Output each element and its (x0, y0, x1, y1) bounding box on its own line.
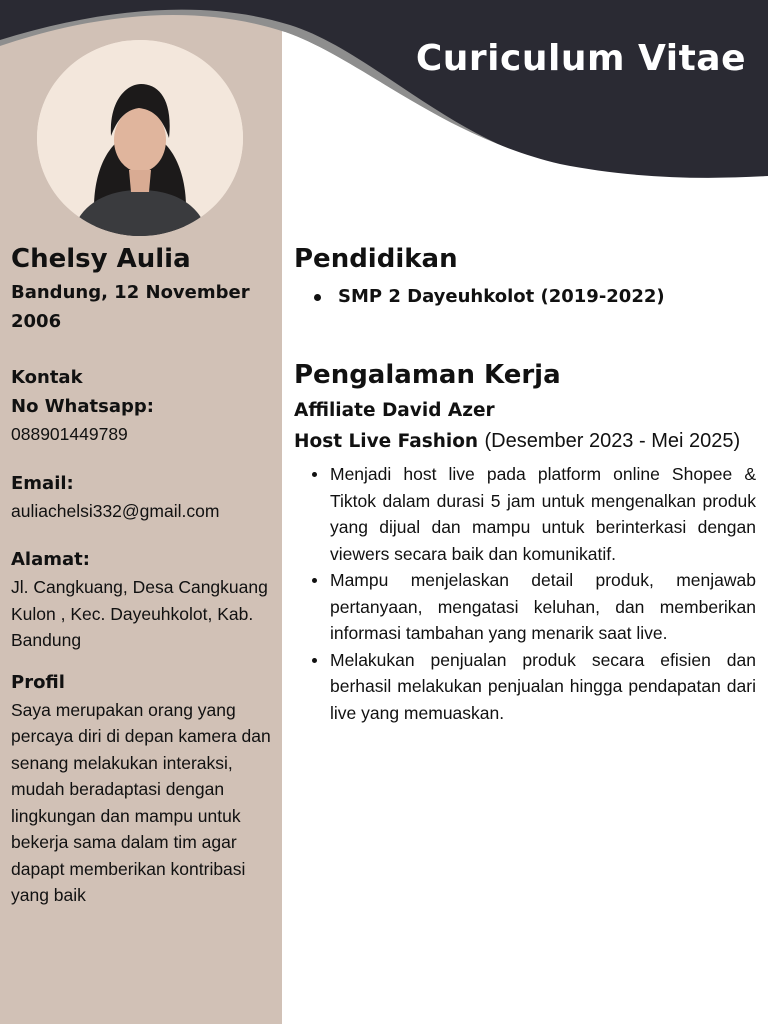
sidebar-content (11, 244, 275, 909)
whatsapp-number: 088901449789 (11, 424, 128, 444)
email-label: Email: (11, 472, 74, 494)
duty-item: Mampu menjelaskan detail produk, menjawab pertanyaan, mengatasi keluhan, dan memberikan informasi tambahan yang menarik saat live. (294, 567, 756, 647)
experience-period: (Desember 2023 - Mei 2025) (484, 430, 741, 452)
profile-photo (37, 40, 243, 236)
portrait-illustration (37, 40, 243, 236)
main-content (294, 244, 756, 726)
address-label: Alamat: (11, 549, 90, 570)
experience-role-line (294, 425, 756, 457)
experience-heading: Pengalaman Kerja (294, 360, 561, 390)
contact-heading: Kontak (11, 367, 83, 388)
education-list (294, 284, 756, 310)
education-heading: Pendidikan (294, 244, 458, 274)
person-name: Chelsy Aulia (11, 244, 191, 274)
address-text: Jl. Cangkuang, Desa Cangkuang Kulon , Kec. Dayeuhkolot, Kab. Bandung (11, 577, 268, 650)
duty-item: Melakukan penjualan produk secara efisien dan berhasil melakukan penjualan hingga pendapatan dari live yang memuaskan. (294, 647, 756, 727)
email-address: auliachelsi332@gmail.com (11, 500, 220, 521)
profile-heading: Profil (11, 671, 65, 693)
experience-role: Host Live Fashion (294, 431, 479, 452)
profile-summary: Saya merupakan orang yang percaya diri di depan kamera dan senang melakukan interaksi, mudah beradaptasi dengan lingkungan dan mampu untuk bekerja sama dalam tim agar dapapt memberikan kontribasi yang baik (11, 699, 271, 905)
birth-place-date: Bandung, 12 November 2006 (11, 282, 250, 332)
cv-title: Curiculum Vitae (415, 38, 746, 79)
education-item: SMP 2 Dayeuhkolot (2019-2022) (294, 284, 756, 310)
experience-duties (294, 461, 756, 726)
duty-item: Menjadi host live pada platform online Shopee & Tiktok dalam durasi 5 jam untuk mengenalkan produk yang dijual dan mampu untuk berinterkasi dengan viewers secara baik dan komunikatif. (294, 461, 756, 567)
whatsapp-label: No Whatsapp: (11, 396, 154, 417)
experience-company: Affiliate David Azer (294, 400, 495, 421)
